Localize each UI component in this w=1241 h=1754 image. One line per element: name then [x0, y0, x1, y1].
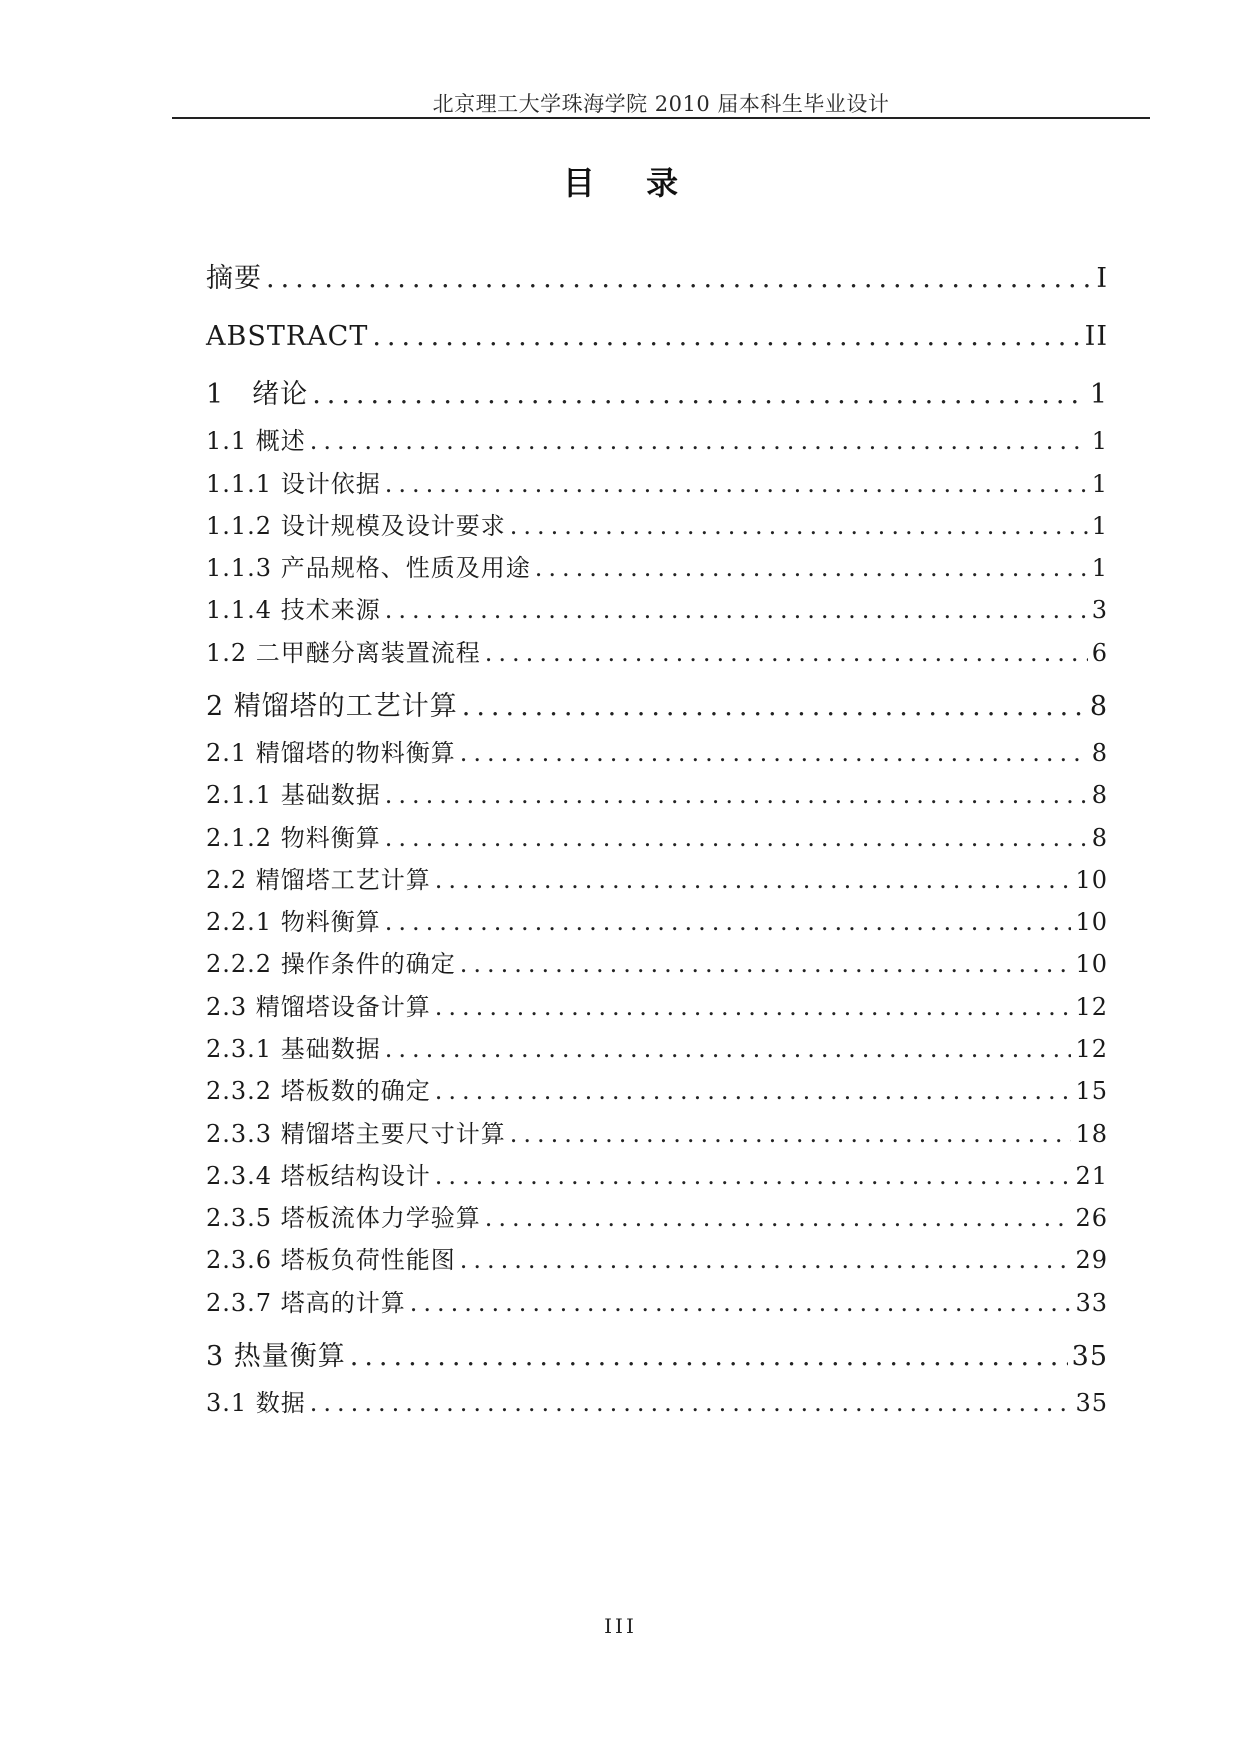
toc-dot-leader [385, 905, 1072, 939]
toc-entry-page: 3 [1091, 596, 1108, 624]
toc-entry-page: 21 [1075, 1162, 1108, 1190]
toc-entry[interactable] [206, 1286, 1108, 1320]
toc-entry[interactable] [206, 863, 1108, 897]
toc-entry-page: 33 [1075, 1289, 1108, 1317]
toc-entry[interactable] [206, 778, 1108, 812]
toc-entry[interactable] [206, 1074, 1108, 1108]
toc-dot-leader [460, 947, 1072, 981]
toc-entry[interactable] [206, 262, 1108, 296]
toc-entry[interactable] [206, 467, 1108, 501]
toc-dot-leader [266, 262, 1092, 296]
toc-entry-label: 2.2.1 物料衡算 [206, 908, 381, 936]
header-rule [172, 117, 1150, 119]
toc-entry[interactable] [206, 509, 1108, 543]
toc-entry[interactable] [206, 1159, 1108, 1193]
toc-entry-page: 18 [1075, 1120, 1108, 1148]
toc-entry-page: 10 [1075, 908, 1108, 936]
toc-entry-label: 2.1.2 物料衡算 [206, 824, 381, 852]
toc-entry-page: 8 [1089, 691, 1108, 722]
toc-entry-page: 26 [1075, 1204, 1108, 1232]
toc-entry[interactable] [206, 905, 1108, 939]
toc-entry-label: 2.3.3 精馏塔主要尺寸计算 [206, 1120, 506, 1148]
toc-entry-label: 3 热量衡算 [206, 1341, 346, 1372]
toc-entry[interactable] [206, 593, 1108, 627]
toc-entry-label: 2.1.1 基础数据 [206, 781, 381, 809]
toc-entry[interactable] [206, 821, 1108, 855]
toc-entry-page: 12 [1075, 993, 1108, 1021]
running-header: 北京理工大学珠海学院 2010 届本科生毕业设计 [432, 92, 890, 116]
toc-dot-leader [510, 509, 1088, 543]
toc-entry-page: 1 [1089, 379, 1108, 410]
toc-dot-leader [385, 593, 1088, 627]
toc-entry-page: 29 [1075, 1246, 1108, 1274]
toc-dot-leader [385, 1032, 1072, 1066]
toc-dot-leader [385, 821, 1088, 855]
toc-entry-label: 1.1.3 产品规格、性质及用途 [206, 554, 531, 582]
toc-entry-page: 1 [1091, 427, 1108, 455]
toc-entry-label: ABSTRACT [206, 321, 369, 352]
toc-dot-leader [312, 378, 1086, 412]
toc-entry-label: 2.2.2 操作条件的确定 [206, 950, 456, 978]
toc-entry-page: 1 [1091, 554, 1108, 582]
toc-entry[interactable] [206, 551, 1108, 585]
toc-entry-label: 1.1 概述 [206, 427, 306, 455]
toc-entry[interactable] [206, 1032, 1108, 1066]
toc-entry-page: 1 [1091, 512, 1108, 540]
toc-entry-label: 2.3.4 塔板结构设计 [206, 1162, 431, 1190]
toc-dot-leader [435, 1074, 1072, 1108]
toc-entry[interactable] [206, 1243, 1108, 1277]
page-title: 目 录 [562, 164, 699, 202]
toc-entry-label: 2.3.7 塔高的计算 [206, 1289, 406, 1317]
toc-entry-page: 8 [1091, 739, 1108, 767]
toc-entry-label: 2.3 精馏塔设备计算 [206, 993, 431, 1021]
toc-entry-page: 8 [1091, 781, 1108, 809]
toc-dot-leader [372, 320, 1080, 354]
toc-entry-page: 12 [1075, 1035, 1108, 1063]
toc-dot-leader [510, 1117, 1072, 1151]
toc-entry-page: 6 [1091, 639, 1108, 667]
toc-entry-page: 35 [1071, 1341, 1108, 1372]
toc-dot-leader [385, 778, 1088, 812]
toc-entry-label: 1.1.4 技术来源 [206, 596, 381, 624]
toc-entry-label: 1.1.2 设计规模及设计要求 [206, 512, 506, 540]
toc-entry[interactable] [206, 636, 1108, 670]
toc-entry-label: 2 精馏塔的工艺计算 [206, 691, 458, 722]
toc-entry-label: 1 绪论 [206, 379, 309, 410]
toc-entry[interactable] [206, 1201, 1108, 1235]
toc-entry[interactable] [206, 1117, 1108, 1151]
toc-entry[interactable] [206, 378, 1108, 412]
toc-entry-label: 2.3.5 塔板流体力学验算 [206, 1204, 481, 1232]
toc-entry-page: II [1084, 321, 1108, 352]
toc-dot-leader [485, 636, 1088, 670]
toc-entry[interactable] [206, 1340, 1108, 1374]
toc-dot-leader [310, 1386, 1072, 1420]
toc-dot-leader [435, 990, 1072, 1024]
toc-entry-label: 摘要 [206, 263, 262, 294]
toc-dot-leader [385, 467, 1088, 501]
toc-entry[interactable] [206, 690, 1108, 724]
toc-dot-leader [460, 1243, 1072, 1277]
toc-dot-leader [462, 690, 1086, 724]
toc-entry-label: 2.3.2 塔板数的确定 [206, 1077, 431, 1105]
toc-dot-leader [310, 424, 1088, 458]
toc-dot-leader [460, 736, 1088, 770]
toc-entry-label: 3.1 数据 [206, 1389, 306, 1417]
toc-entry-label: 1.1.1 设计依据 [206, 470, 381, 498]
toc-entry-label: 2.2 精馏塔工艺计算 [206, 866, 431, 894]
toc-dot-leader [410, 1286, 1072, 1320]
toc-entry-page: 1 [1091, 470, 1108, 498]
toc-entry-label: 2.3.6 塔板负荷性能图 [206, 1246, 456, 1274]
toc-entry[interactable] [206, 1386, 1108, 1420]
toc-entry-page: I [1096, 263, 1108, 294]
toc-entry-page: 35 [1075, 1389, 1108, 1417]
toc-dot-leader [535, 551, 1088, 585]
toc-entry-page: 15 [1075, 1077, 1108, 1105]
toc-entry-page: 8 [1091, 824, 1108, 852]
toc-entry[interactable] [206, 320, 1108, 354]
toc-dot-leader [435, 863, 1072, 897]
page-number: III [604, 1614, 637, 1638]
toc-dot-leader [350, 1340, 1068, 1374]
toc-dot-leader [485, 1201, 1072, 1235]
toc-dot-leader [435, 1159, 1072, 1193]
toc-entry-page: 10 [1075, 950, 1108, 978]
toc-entry-label: 1.2 二甲醚分离装置流程 [206, 639, 481, 667]
toc-entry[interactable] [206, 736, 1108, 770]
toc-entry-page: 10 [1075, 866, 1108, 894]
toc-entry-label: 2.3.1 基础数据 [206, 1035, 381, 1063]
toc-entry[interactable] [206, 424, 1108, 458]
toc-entry[interactable] [206, 990, 1108, 1024]
toc-entry[interactable] [206, 947, 1108, 981]
toc-entry-label: 2.1 精馏塔的物料衡算 [206, 739, 456, 767]
